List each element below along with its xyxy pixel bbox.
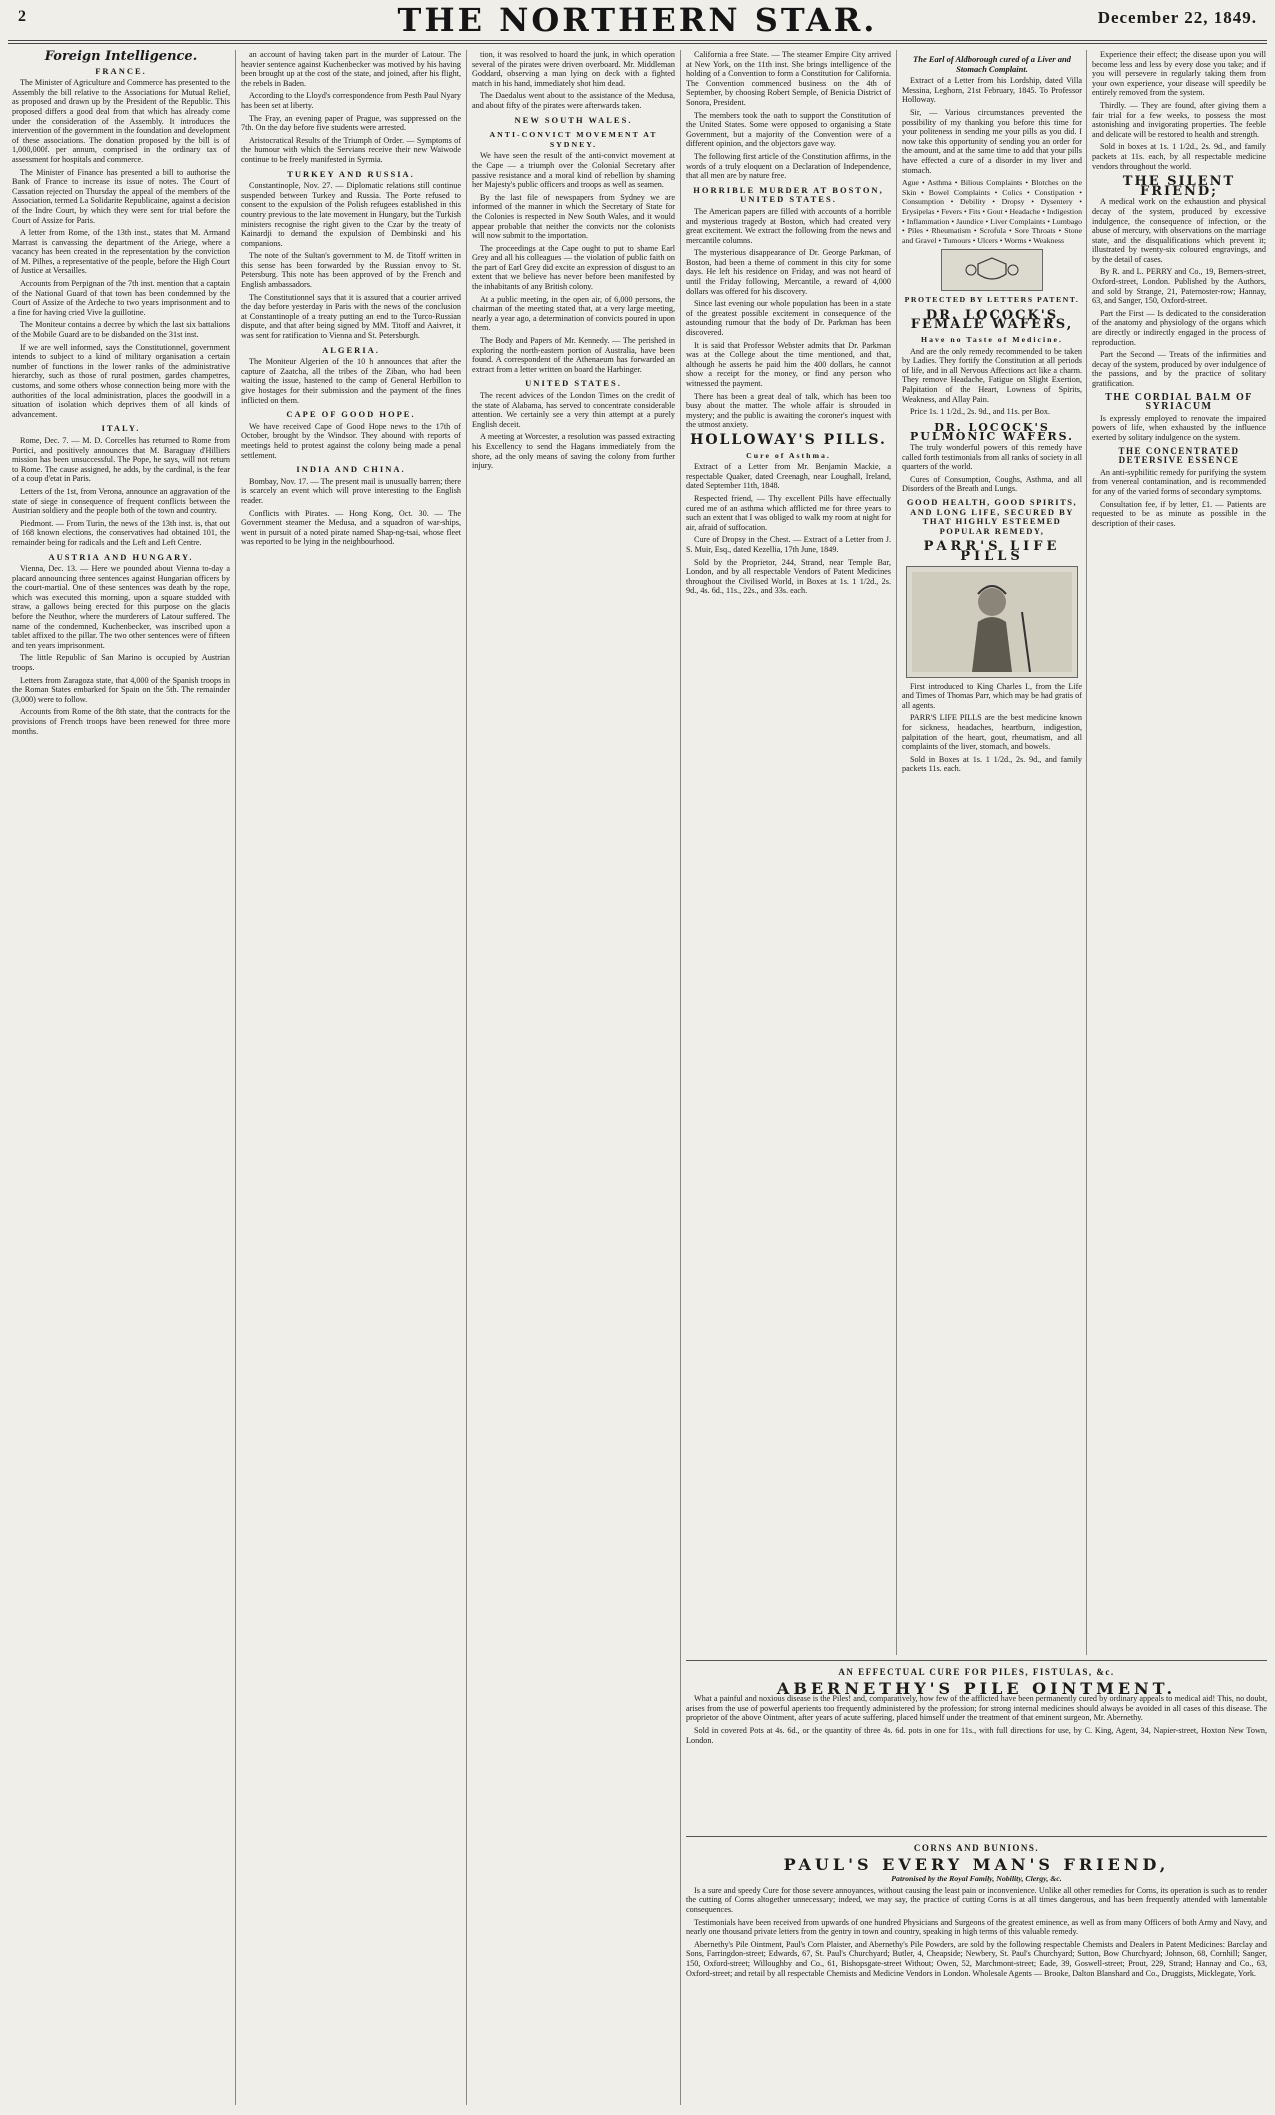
subheading-new-south-wales: NEW SOUTH WALES. [514,114,633,125]
paragraph: California a free State. — The steamer Empire City arrived at New York, on the 11th inst. She brings intelligence of the holding of a Convention to form a Constitution for California. The Convention commenced business on the 4th of September, by choosing Robert Semple, of Benicia District of Sonora, President. [686,50,891,107]
paragraph: A medical work on the exhaustion and physical decay of the system, produced by excessive indulgence, the consequence of infection, or the abuse of mercury, with observations on the marriage state, and the disqualifications which prevent it; illustrated by twenty-six coloured engravings, and by the detail of cases. [1092,197,1266,264]
paragraph: It is said that Professor Webster admits that Dr. Parkman was at the College about the time mentioned, and that, although he asserts he paid him the 400 dollars, he cannot show a receipt for the money, or find any person who witnessed the payment. [686,340,891,388]
paragraph: The Moniteur Algerien of the 10 h announces that after the capture of Zaatcha, all the tribes of the Ziban, who had been waiting the issue, hastened to the camp of General Herbillon to give hostages for their submission and the payment of the fines inflicted on them. [241,357,461,405]
column-news-2 [241,50,461,2107]
detersive-essence-title: THE CONCENTRATED DETERSIVE ESSENCE [1118,445,1240,466]
paragraph: Abernethy's Pile Ointment, Paul's Corn Plaister, and Abernethy's Pile Powders, are sold by the following respectable Chemists and Dealers in Patent Medicines: Barclay and Sons, Farringdon-street; Edwards, 67, St. Paul's Churchyard; Butler, 4, Cheapside; Newbery, St. Paul's Churchyard; Sutton, Bow Churchyard; Johnson, 68, Cornhill; Sanger, 150, Oxford-street; Willoughby and Co., 61, Bishopsgate-street Without; Owen, 52, Marchmont-street; Eade, 39, Goswell-street; Prout, 229, Strand; Hannay and Co., 63, Oxford-street; and retail by all respectable Chemists and Medicine Vendors in London. Wholesale Agents — Brooke, Dalton Blanshard and Co., Druggists, Micklegate, York. [686,1939,1267,1978]
paragraph: By R. and L. PERRY and Co., 19, Berners-street, Oxford-street, London. Published by the Authors, and sold by Strange, 21, Paternoster-row; Hannay, 63, and Sanger, 150, Oxford-street. [1092,267,1266,306]
paragraph: Price 1s. 1 1/2d., 2s. 9d., and 11s. per Box. [910,407,1051,417]
masthead-rule-double [8,43,1267,44]
column-news-3 [472,50,675,2107]
paragraph: Since last evening our whole population has been in a state of the greatest possible excitement in consequence of the astounding rumour that the body of Dr. Parkman has been discovered. [686,299,891,338]
locock-female-wafers-title: DR. LOCOCK'S FEMALE WAFERS, [910,307,1074,333]
parr-illustration [906,566,1078,678]
paragraph: The Constitutionnel says that it is assured that a courier arrived the day before yesterday in Paris with the news of the conclusion at Constantinople of a treaty putting an end to the Turco-Russian dispute, and that after being signed by MM. Titoff and Aaivret, it was sent for ratification to Vienna and St. Petersburgh. [241,292,461,341]
paragraph: According to the Lloyd's correspondence from Pesth Paul Nyary has been set at liberty. [241,91,461,110]
masthead-rule [8,40,1267,41]
paragraph: Sir, — Various circumstances prevented the possibility of my thanking you before this time for your politeness in sending me your pills as you did. I now take this opportunity of sending you an order for the amount, and at the same time to add that your pills have effected a cure of a disorder in my liver and stomach. [902,107,1082,175]
royal-arms-emblem [941,249,1043,291]
paragraph: The following first article of the Constitution affirms, in the words of a truly eloquent on a Declaration of Independence, that all men are by nature free. [686,151,891,181]
subheading-united-states: UNITED STATES. [525,378,622,389]
paragraph: First introduced to King Charles I., from the Life and Times of Thomas Parr, which may be had gratis of all agents. [902,681,1082,710]
ad-banner-rule [686,1836,1267,1837]
paragraph: At a public meeting, in the open air, of 6,000 persons, the chairman of the meeting stated that, at a very large meeting, nearly a year ago, a determination of convicts poured in upon them. [472,294,675,333]
paragraph: Conflicts with Pirates. — Hong Kong, Oct. 30. — The Government steamer the Medusa, and a squadron of war-ships, went in pursuit of a noted pirate named Shap-ng-tsai, whose fleet was reported to be lying in the neighbourhood. [241,508,461,547]
paragraph: There has been a great deal of talk, which has been too busy about the matter. The whole affair is shrouded in mystery; and the public is awaiting the coroner's inquest with the utmost anxiety. [686,391,891,430]
paragraph: The little Republic of San Marino is occupied by Austrian troops. [12,653,230,673]
paragraph: Consultation fee, if by letter, £1. — Patients are requested to be as minute as possible in the description of their cases. [1092,499,1266,528]
pauls-corn-plaister-ad [686,1840,1267,2107]
holloway-ad-title: HOLLOWAY'S PILLS. [690,431,887,448]
column-foreign-intelligence [12,50,230,2107]
column-divider [1086,50,1087,1655]
subheading-algeria: ALGERIA. [322,344,380,355]
locock-pulmonic-title: DR. LOCOCK'S PULMONIC WAFERS. [909,420,1075,444]
paragraph: an account of having taken part in the murder of Latour. The heavier sentence against Kuchenbecker was motived by his having been brought up at the cost of the state, and joined, after his flight, the rebels in Baden. [241,50,461,88]
paragraph: What a painful and noxious disease is the Piles! and, comparatively, how few of the afflicted have been permanently cured by ordinary appeals to medical aid! This, no doubt, arises from the use of powerful aperients too frequently administered by the profession; for strong internal medicines should always be avoided in all cases of this disease. The proprietor of the above Ointment, after years of acute suffering, placed himself under the treatment of that eminent surgeon, Mr. Abernethy. [686,1694,1267,1723]
paragraph: We have received Cape of Good Hope news to the 17th of October, brought by the Windsor. They abound with reports of meetings held to protest against the colony being made a penal settlement. [241,421,461,460]
parr-ad-headline: GOOD HEALTH, GOOD SPIRITS, AND LONG LIFE, SECURED BY THAT HIGHLY ESTEEMED POPULAR REMEDY, [906,496,1078,536]
paragraph: A letter from Rome, of the 13th inst., states that M. Armand Marrast is canvassing the department of the Ariege, where a vacancy has been created in the representation by the conviction of M. Pilhes, a representative of the people, before the High Court of Justice at Versailles. [12,228,230,276]
subheading-boston-murder: HORRIBLE MURDER AT BOSTON, UNITED STATES. [693,184,884,205]
paragraph: The Body and Papers of Mr. Kennedy. — The perished in exploring the north-eastern portion of Australia, have been found. A correspondent of the Athenaeum has forwarded an extract from a letter written on board the Harbinger. [472,336,675,374]
ad-banner-rule [686,1660,1267,1661]
locock-subtitle: Have no Taste of Medicine. [921,335,1063,345]
paragraph: The Minister of Finance has presented a bill to authorise the Bank of France to increase its issue of notes. The Court of Cassation rejected on Thursday the appeal of the members of the Association, termed La Solidarite Republicaine, against a decision of the Indre Court, by which they were sent for trial before the Court of Assize for Paris. [12,167,230,225]
paragraph: Extract of a Letter from Mr. Benjamin Mackie, a respectable Quaker, dated Creenagh, near Loughall, Ireland, dated September 11th, 1848. [686,462,891,491]
paragraph: Is expressly employed to renovate the impaired powers of life, when exhausted by the influence exerted by solitary indulgence on the system. [1092,413,1266,442]
paragraph: Sold by the Proprietor, 244, Strand, near Temple Bar, London, and by all respectable Vendors of Patent Medicines throughout the Civilised World, in Boxes at 1s. 1 1/2d., 2s. 9d., 4s. 6d., 11s., 22s., and 33s. each. [686,557,891,596]
paragraph: The note of the Sultan's government to M. de Titoff written in this sense has been forwarded by the Russian envoy to St. Petersburg. This note has been approved of by the French and English ambassadors. [241,251,461,290]
column-divider [896,50,897,1655]
paragraph: Experience their effect; the disease upon you will become less and less by every dose you take; and if you will persevere in regularly taking them from your own experience, your disease will speedily be entirely removed from the system. [1092,50,1266,98]
column-divider [680,50,681,2105]
subheading-turkey-russia: TURKEY AND RUSSIA. [287,168,415,179]
paragraph: Constantinople, Nov. 27. — Diplomatic relations still continue suspended between Turkey and Russia. The Porte refused to consent to the expulsion of the Polish refugees established in this country previous to the late movement in Hungary, but the Turkish ministers recognise the right given to the Czar by the treaty of Kainardji to demand the expulsion of Dembinski and his companions. [241,181,461,248]
coat-of-arms-icon [962,256,1022,284]
patent-notice: PROTECTED BY LETTERS PATENT. [904,295,1080,305]
column-advertisements-6 [1092,50,1266,1653]
subheading-austria-hungary: AUSTRIA AND HUNGARY. [48,551,194,562]
ailments-list: Ague • Asthma • Bilious Complaints • Blotches on the Skin • Bowel Complaints • Colics • Constipation • Consumption • Debility • Dropsy • Dysentery • Erysipelas • Fevers • Fits • Gout • Headache • Indigestion • Inflammation • Jaundice • Liver Complaints • Lumbago • Piles • Rheumatism • Scrofula • Sore Throats • Stone and Gravel • Tumours • Ulcers • Worms • Weakness [902,178,1082,245]
cordial-balm-title: THE CORDIAL BALM OF SYRIACUM [1105,391,1253,413]
pile-ad-kicker: AN EFFECTUAL CURE FOR PILES, FISTULAS, &c. [838,1667,1115,1677]
paragraph: And are the only remedy recommended to be taken by Ladies. They fortify the Constitution at all periods of life, and in all Nervous Affections act like a charm. They remove Headache, Fatigue on Slight Exertion, Palpitation of the Heart, Lowness of Spirits, Weakness, and Allay Pain. [902,346,1082,404]
paragraph: A meeting at Worcester, a resolution was passed extracting his Excellency to send the Hagans immediately from the shore, ad the only means of saving the colony from further injury. [472,432,675,471]
paragraph: Sold in boxes at 1s. 1 1/2d., 2s. 9d., and family packets at 11s. each, by all respectable medicine vendors throughout the world. [1092,142,1266,171]
aldborough-ad-title: The Earl of Aldborough cured of a Liver and Stomach Complaint. [913,54,1071,74]
subheading-france: FRANCE. [95,65,147,76]
paragraph: Cure of Dropsy in the Chest. — Extract of a Letter from J. S. Muir, Esq., dated Kezellia, 17th June, 1849. [686,535,891,554]
column-news-4 [686,50,891,1653]
paragraph: Letters of the 1st, from Verona, announce an aggravation of the state of siege in consequence of frequent conflicts between the Austrian soldiery and the people both of the town and country. [12,486,230,516]
subheading-italy: ITALY. [101,423,141,434]
corns-ad-patronage: Patronised by the Royal Family, Nobility, Clergy, &c. [891,1874,1062,1884]
paragraph: Cures of Consumption, Coughs, Asthma, and all Disorders of the Breath and Lungs. [902,474,1082,494]
paragraph: Part the Second — Treats of the infirmities and decay of the system, produced by over indulgence of the passions, and by the practice of solitary gratification. [1092,350,1266,388]
paragraph: Extract of a Letter from his Lordship, dated Villa Messina, Leghorn, 21st February, 1845. To Professor Holloway. [902,76,1082,105]
paragraph: Sold in covered Pots at 4s. 6d., or the quantity of three 4s. 6d. pots in one for 11s., with full directions for use, by C. King, Agent, 34, Napier-street, Hoxton New Town, London. [686,1725,1267,1745]
paragraph: An anti-syphilitic remedy for purifying the system from venereal contamination, and is recommended for any of the varied forms of secondary symptoms. [1092,467,1266,496]
paragraph: The mysterious disappearance of Dr. George Parkman, of Boston, had been a theme of comment in this city for some days. He left his residence on Friday, and was not heard of until the Friday following, Mercantile, a reward of 4,000 dollars was offered for his discovery. [686,248,891,296]
paragraph: Is a sure and speedy Cure for those severe annoyances, without causing the least pain or inconvenience. Unlike all other remedies for Corns, its operation is such as to render the cutting of Corns altogether unnecessary; indeed, we may say, the practice of cutting Corns is at all times dangerous, and has been frequently attended with lamentable consequences. [686,1885,1267,1914]
section-heading: Foreign Intelligence. [44,50,198,64]
pile-ointment-title: ABERNETHY'S PILE OINTMENT. [776,1678,1177,1698]
paragraph: Letters from Zaragoza state, that 4,000 of the Spanish troops in the Roman States embarked for Spain on the 5th. The remainder (3,000) were to follow. [12,675,230,704]
corns-ad-kicker: CORNS AND BUNIONS. [913,1843,1040,1853]
paragraph: Respected friend, — Thy excellent Pills have effectually cured me of an asthma which afflicted me for three years to such an extent that I was obliged to walk my room at night for air, afraid of suffocation. [686,493,891,532]
page-number: 2 [18,8,26,25]
paragraph: Rome, Dec. 7. — M. D. Corcelles has returned to Rome from Portici, and positively announces that M. Baraguay d'Hilliers mission has been unsuccessful. The Pope, he says, will not return to Rome. The cause assigned, he adds, by the cardinal, is the fear of a coup d'etat in Paris. [12,435,230,484]
paragraph: Bombay, Nov. 17. — The present mail is unusually barren; there is scarcely an event which will prove interesting to the English reader. [241,476,461,505]
issue-date: December 22, 1849. [1097,8,1257,27]
paragraph: The members took the oath to support the Constitution of the United States. Some were opposed to organising a State Government, but a majority of the Convention were of a different opinion, and the objectors gave way. [686,110,891,149]
silent-friend-title: THE SILENT FRIEND; [1122,174,1236,199]
old-man-figure-icon [912,572,1072,672]
paragraph: Thirdly. — They are found, after giving them a fair trial for a few weeks, to possess the most astonishing and invigorating properties. The feeble and delicate will be restored to health and strength. [1092,100,1266,139]
subheading-india-china: INDIA AND CHINA. [296,464,406,475]
holloway-ad-subtitle: Cure of Asthma. [746,450,831,460]
paragraph: The proceedings at the Cape ought to put to shame Earl Grey and all his colleagues — the violation of public faith on the part of Earl Grey did excite an expression of disgust to an extent that we believe has never before been manifested by the inhabitants of any British colony. [472,243,675,292]
paragraph: The truly wonderful powers of this remedy have called forth testimonials from all ranks of society in all quarters of the world. [902,443,1082,472]
column-divider [235,50,236,2105]
paragraph: Vienna, Dec. 13. — Here we pounded about Vienna to-day a placard announcing three sentences against Hungarian officers by the court-martial. One of these sentences was death by the rope, which was executed this morning, upon a square studded with straw, a gallows being erected for this purpose on the glacis before the Neuthor, where the murderers of Latour suffered. The name of the condemned, Kuchenbecker, was inscribed upon a tablet affixed to the pillar. The two other sentences were of fifteen and ten years imprisonment. [12,564,230,650]
paragraph: By the last file of newspapers from Sydney we are informed of the manner in which the Secretary of State for the Colonies is respected in New South Wales, and it would appear probable that neither the convicts nor the colonists will now submit to the importation. [472,192,675,241]
column-advertisements-5 [902,50,1082,1653]
paragraph: PARR'S LIFE PILLS are the best medicine known for sickness, headaches, heartburn, indigestion, palpitation of the heart, gout, rheumatism, and all complaints of the liver, stomach, and bowels. [902,713,1082,752]
paragraph: The American papers are filled with accounts of a horrible and mysterious tragedy at Boston, which had created very great excitement. We extract the following from the news and mercantile columns. [686,206,891,245]
paragraph: Part the First — Is dedicated to the consideration of the anatomy and physiology of the organs which are directly or indirectly engaged in the process of reproduction. [1092,308,1266,347]
paragraph: We have seen the result of the anti-convict movement at the Cape — a triumph over the Colonial Secretary after passive resistance and a moral kind of rebellion by shaming her Majesty's public officers and troops as well as seamen. [472,151,675,190]
paragraph: Accounts from Perpignan of the 7th inst. mention that a captain of the National Guard of that town has been condemned by the Court of Assize of the Ardeche to two years imprisonment and to a fine for having cried Vive la guillotine. [12,279,230,317]
subheading-cape: CAPE OF GOOD HOPE. [286,409,416,420]
paragraph: Testimonials have been received from upwards of one hundred Physicians and Surgeons of the greatest eminence, as well as from many Officers of both Army and Navy, and nearly one thousand private letters from the gentry in town and country, speaking in high terms of this valuable remedy. [686,1917,1267,1937]
paragraph: The Fray, an evening paper of Prague, was suppressed on the 7th. On the day before five students were arrested. [241,113,461,133]
paragraph: Aristocratical Results of the Triumph of Order. — Symptoms of the humour with which the Servians receive their new Waiwode continue to be freely manifested in Syrmia. [241,135,461,164]
paragraph: The Moniteur contains a decree by which the last six battalions of the Mobile Guard are to be disbanded on the 31st inst. [12,320,230,340]
paragraph: Sold in Boxes at 1s. 1 1/2d., 2s. 9d., and family packets 11s. each. [902,754,1082,774]
paragraph: If we are well informed, says the Constitutionnel, government intends to subject to a kind of military organisation a certain number of functions in the lower ranks of the administrative hierarchy, such as those of rural postmen, gardes champetres, customs, and some others whose connection being more with the authorities of the local administration, places the goodwill in a situation of isolation which deprives them of all kinds of advancement. [12,342,230,419]
paragraph: Piedmont. — From Turin, the news of the 13th inst. is, that out of 168 known elections, the conservatives had obtained 101, the remainder being for radicals and the Left and Left Centre. [12,518,230,547]
paragraph: The Minister of Agriculture and Commerce has presented to the Assembly the bill relative to the Associations for Mutual Relief, as proposed and drawn up by the President of the Republic. This proposed differs a good deal from that which has already come under the consideration of the Assembly. It introduces the intervention of the government in the foundation and development of these associations. The donation proposed by the bill is of 1,000,000f. per annum, comprised in the ordinary tax of assessment for hospitals and commerce. [12,78,230,164]
paragraph: The Daedalus went about to the assistance of the Medusa, and about fifty of the pirates were afterwards taken. [472,91,675,110]
paragraph: tion, it was resolved to hoard the junk, in which operation several of the pirates were driven overboard. Mr. Middleman Goddard, observing a man lying on deck with a fighted match in his hand, immediately shot him dead. [472,50,675,88]
subheading-anti-convict: ANTI-CONVICT MOVEMENT AT SYDNEY. [489,130,658,149]
paragraph: The recent advices of the London Times on the credit of the state of Alabama, has served to concentrate considerable attention. We certainly see a very thin attempt at a purely English deceit. [472,391,675,429]
column-divider [466,50,467,2105]
parr-life-pills-title: PARR'S LIFE PILLS [923,539,1061,564]
paragraph: Accounts from Rome of the 8th state, that the contracts for the provisions of French troops have been renewed for three more months. [12,707,230,736]
masthead-bar [0,0,1275,44]
abernethy-pile-ointment-ad [686,1664,1267,1834]
every-mans-friend-title: PAUL'S EVERY MAN'S FRIEND, [783,1854,1170,1874]
newspaper-title: THE NORTHERN STAR. [397,1,878,39]
